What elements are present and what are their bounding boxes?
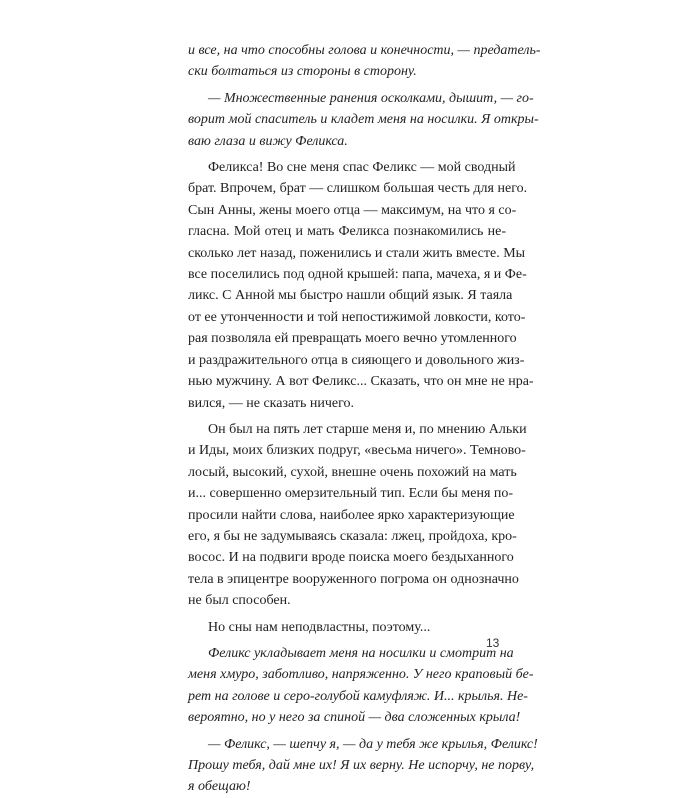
text-line: лосый, высокий, сухой, внешне очень похожий на мать xyxy=(188,464,517,480)
text-line: брат. Впрочем, брат — слишком большая честь для него. xyxy=(188,181,528,197)
text-line: ворит мой спаситель и кладет меня на носилки. Я откры- xyxy=(188,112,539,128)
text-line: Феликс укладывает меня на носилки и смотрит на xyxy=(208,645,514,661)
paragraph xyxy=(188,617,506,638)
text-line: все поселились под одной крышей: папа, мачеха, я и Фе- xyxy=(188,267,527,283)
text-line: — Множественные ранения осколками, дышит, — го- xyxy=(208,90,534,106)
text-line: — Феликс, — шепчу я, — да у тебя же крылья, Феликс! xyxy=(208,736,538,752)
text-line: Феликса! Во сне меня спас Феликс — мой сводный xyxy=(208,160,516,176)
paragraph xyxy=(188,88,539,152)
text-line: тела в эпицентре вооруженного погрома он однозначно xyxy=(188,571,519,587)
text-line: восос. И на подвиги вроде поиска моего бездыханного xyxy=(188,550,514,566)
text-line: я обещаю! xyxy=(188,779,251,795)
paragraph xyxy=(188,419,527,612)
text-line: и... совершенно омерзительный тип. Если бы меня по- xyxy=(188,486,514,502)
text-line: и все, на что способны голова и конечности, — предатель- xyxy=(188,43,541,58)
text-line: меня хмуро, заботливо, напряженно. У него краповый бе- xyxy=(188,667,534,683)
text-line: ски болтаться из стороны в сторону. xyxy=(188,64,417,80)
paragraph xyxy=(188,40,541,83)
text-line: не был способен. xyxy=(188,593,291,609)
text-line: Но сны нам неподвластны, поэтому... xyxy=(208,619,431,635)
text-line: ваю глаза и вижу Феликса. xyxy=(188,133,348,149)
text-line: Прошу тебя, дай мне их! Я их верну. Не испорчу, не порву, xyxy=(188,758,535,773)
text-line: сколько лет назад, поженились и стали жить вместе. Мы xyxy=(188,245,526,261)
text-line: и раздражительного отца в сияющего и довольного жиз- xyxy=(188,352,525,368)
paragraph xyxy=(188,157,534,414)
text-line: гласна. Мой отец и мать Феликса познакомились не- xyxy=(188,224,506,240)
paragraph xyxy=(188,643,534,729)
text-line: вероятно, но у него за спиной — два сложенных крыла! xyxy=(188,710,521,726)
text-line: просили найти слова, наиболее ярко характеризующие xyxy=(188,507,515,523)
text-line: и Иды, моих близких подруг, «весьма ничего». Темново- xyxy=(188,443,526,459)
text-line: нью мужчину. А вот Феликс... Сказать, что он мне не нра- xyxy=(188,374,534,390)
text-line: его, я бы не задумываясь сказала: лжец, пройдоха, кро- xyxy=(188,528,517,544)
text-line: Сын Анны, жены моего отца — максимум, на что я со- xyxy=(188,202,517,218)
text-line: Он был на пять лет старше меня и, по мнению Альки xyxy=(208,421,527,437)
text-line: рет на голове и серо-голубой камуфляж. И... крылья. Не- xyxy=(188,688,528,704)
text-line: рая позволяла ей превращать моего вечно утомленного xyxy=(188,331,517,347)
text-line: ликс. С Анной мы быстро нашли общий язык. Я таяла xyxy=(188,288,513,304)
paragraph xyxy=(188,734,538,798)
text-line: вился, — не сказать ничего. xyxy=(188,395,354,411)
page-number: 13 xyxy=(486,636,500,650)
page-body xyxy=(188,40,541,798)
text-line: от ее утонченности и той непостижимой ловкости, кото- xyxy=(188,309,526,325)
